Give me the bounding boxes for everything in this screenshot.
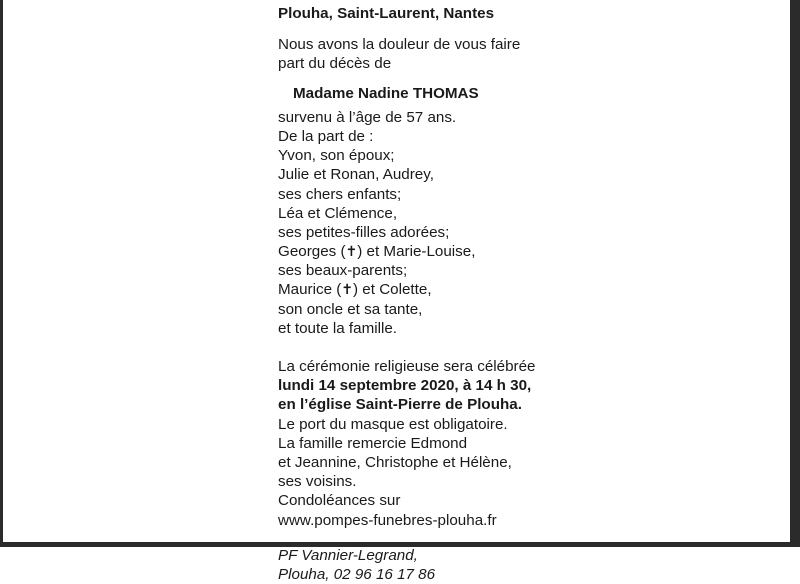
grandchildren-label: ses petites-filles adorées; [278, 223, 450, 241]
funeral-home-contact: Plouha, 02 96 16 17 86 [278, 565, 436, 583]
obituary-notice [278, 4, 578, 584]
children-names: Julie et Ronan, Audrey, [278, 166, 434, 184]
in-laws-label: ses beaux-parents; [278, 262, 408, 280]
cross-icon: ✝ [345, 243, 358, 260]
in-laws-line [278, 242, 578, 261]
thanks-line-1: La famille remercie Edmond [278, 434, 468, 452]
in-laws-text-b: ) et Marie-Louise, [357, 243, 476, 261]
from-line: De la part de : [278, 127, 374, 145]
uncle-label: son oncle et sa tante, [278, 300, 423, 318]
ceremony-date-time: lundi 14 septembre 2020, à 14 h 30, [278, 377, 532, 395]
ceremony-intro: La cérémonie religieuse sera célébrée [278, 358, 536, 375]
intro-line-1: Nous avons la douleur de vous faire [278, 36, 521, 54]
spouse-line: Yvon, son époux; [278, 147, 395, 165]
left-frame-border [0, 0, 3, 547]
locations-heading: Plouha, Saint-Laurent, Nantes [278, 5, 495, 22]
funeral-home-name: PF Vannier-Legrand, [278, 546, 418, 564]
condolences-website: www.pompes-funebres-plouha.fr [278, 511, 497, 529]
grandchildren-names: Léa et Clémence, [278, 204, 398, 222]
uncle-text-a: Maurice ( [278, 281, 342, 299]
thanks-line-2: et Jeannine, Christophe et Hélène, [278, 453, 512, 471]
in-laws-text-a: Georges ( [278, 243, 346, 261]
children-label: ses chers enfants; [278, 185, 402, 203]
deceased-name: Madame Nadine THOMAS [293, 84, 479, 102]
thanks-line-3: ses voisins. [278, 473, 357, 491]
condolences-label: Condoléances sur [278, 492, 401, 510]
age-line: survenu à l’âge de 57 ans. [278, 108, 457, 126]
spacer [278, 530, 578, 546]
ceremony-place: en l’église Saint-Pierre de Plouha. [278, 396, 522, 414]
uncle-text-b: ) et Colette, [353, 281, 432, 299]
mask-notice: Le port du masque est obligatoire. [278, 415, 508, 433]
right-frame-border [790, 0, 800, 547]
intro-line-2: part du décès de [278, 55, 392, 73]
spacer [278, 338, 578, 357]
cross-icon: ✝ [341, 281, 354, 298]
rest-of-family: et toute la famille. [278, 319, 398, 337]
uncle-line [278, 280, 578, 299]
